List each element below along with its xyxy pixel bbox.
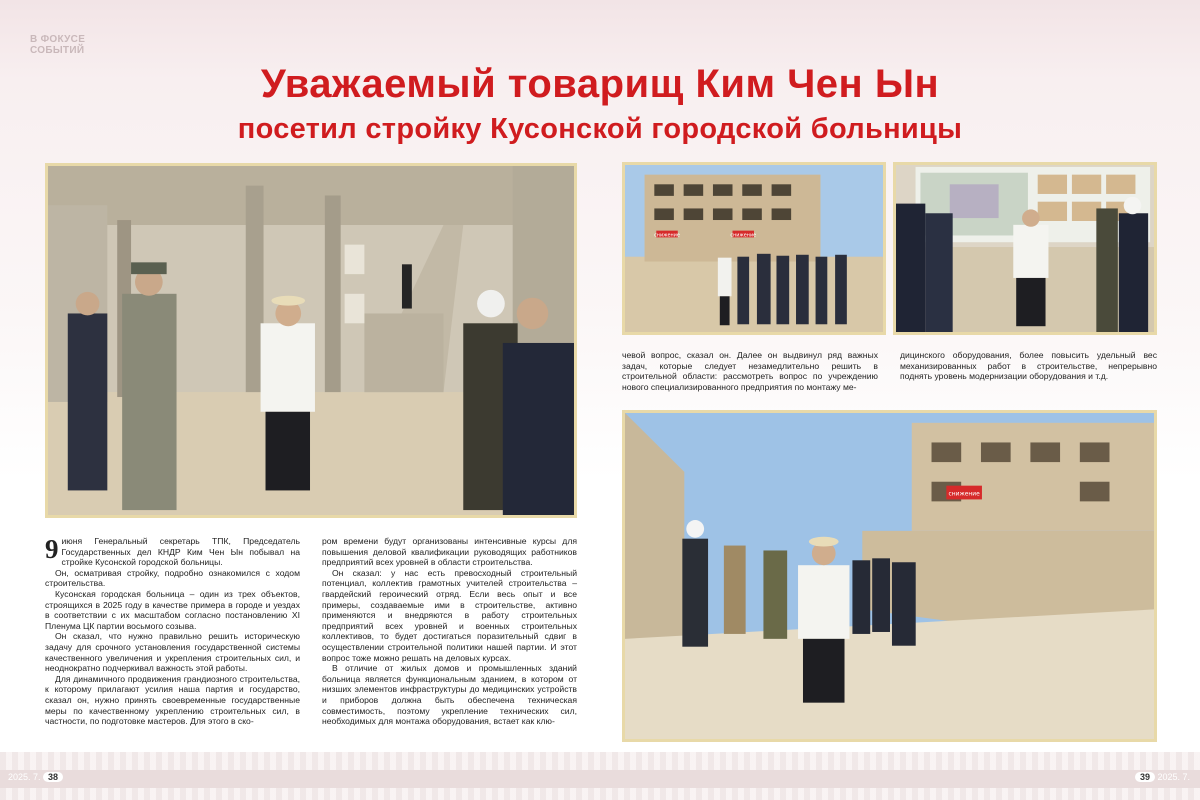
paragraph-7: Он сказал: у нас есть превосходный строительный потенциал, коллектив грамотных учителей строительства – гвардейский героический отряд. Если весь опыт и все примеры, создаваемые ими в строительстве, активно применяются и внедряются в работу строительных предприятий всех уровней и военных строительных коллективов, то будет достигаться поразительный сдвиг в осуществлении строительной политики нашей партии. И этот вопрос тоже можно решать на деловых курсах.: [322, 567, 577, 663]
article-column-4: [900, 350, 1157, 382]
headline-line1: Уважаемый товарищ Ким Чен Ын: [260, 62, 940, 106]
headline-line2: посетил стройку Кусонской городской больницы: [237, 113, 963, 145]
paragraph-2: Он, осматривая стройку, подробно ознакомился с ходом строительства.: [45, 567, 300, 589]
exterior-photo: [622, 162, 886, 335]
left-page-number: 38: [43, 772, 63, 782]
right-date: 2025. 7.: [1157, 772, 1190, 782]
footer-strip: [0, 770, 1200, 788]
paragraph-5: Для динамичного продвижения грандиозного строительства, к которому прилагают усилия наша партия и государство, сказал он, нужно принять своевременные государственные меры по качественному укреплению строительных сил, в частности, по подготовке мастеров. Для этого в ско-: [45, 673, 300, 727]
site-plan-illustration: [896, 165, 1154, 332]
paragraph-1-text: июня Генеральный секретарь ТПК, Председатель Государственных дел КНДР Ким Чен Ын побывал на стройке Кусонской городской больницы.: [61, 536, 300, 568]
building-sign-2: снижение: [730, 232, 757, 239]
article-column-1: [45, 536, 300, 727]
right-folio: [1135, 772, 1190, 782]
section-tag-line2: СОБЫТИЙ: [30, 45, 85, 56]
left-folio: [8, 772, 63, 782]
paragraph-10: дицинского оборудования, более повысить удельный вес механизированных работ в строительстве, непрерывно поднять уровень модернизации оборудования и т.д.: [900, 350, 1157, 382]
foundation-walk-illustration: [625, 413, 1154, 739]
plan-photo: [893, 162, 1157, 335]
article-column-2: [322, 536, 577, 727]
dropcap: 9: [45, 534, 59, 564]
construction-interior-illustration: [48, 166, 574, 515]
section-tag: [30, 34, 85, 56]
paragraph-9: чевой вопрос, сказал он. Далее он выдвинул ряд важных задач, которые следует незамедлительно решить в строительной области: рассмотреть вопрос по учреждению нового специализированного предприятия по монтажу ме-: [622, 350, 878, 392]
article-column-3: [622, 350, 878, 392]
paragraph-8: В отличие от жилых домов и промышленных зданий больница является функциональным зданием, в котором от низших элементов инфраструктуры до медицинских устройств и приборов должна быть обеспечена техническая совместимость, поэтому укрепление технических сил, необходимых для монтажа оборудования, встает как клю-: [322, 663, 577, 727]
right-page-number: 39: [1135, 772, 1155, 782]
paragraph-4: Он сказал, что нужно правильно решить историческую задачу для срочного установления государственной системы качественного увеличения и укрепления строительных сил, и неоднократно подчеркивал важность этой работы.: [45, 631, 300, 674]
building-banner: снижение: [948, 491, 980, 498]
main-photo: [45, 163, 577, 518]
paragraph-1: [45, 536, 300, 568]
left-date: 2025. 7.: [8, 772, 41, 782]
section-tag-line1: В ФОКУСЕ: [30, 34, 86, 45]
paragraph-3: Кусонская городская больница – один из трех объектов, строящихся в 2025 году в качестве примера в городе и уездах в соответствии с их масштабом согласно постановлению XI Пленума ЦК партии восьмого созыва.: [45, 588, 300, 631]
building-exterior-illustration: [625, 165, 883, 332]
paragraph-6: ром времени будут организованы интенсивные курсы для повышения деловой квалификации руководящих работников предприятий всех уровней в области строительства.: [322, 536, 577, 568]
building-sign-1: снижение: [654, 232, 680, 239]
corridor-photo: [622, 410, 1157, 742]
